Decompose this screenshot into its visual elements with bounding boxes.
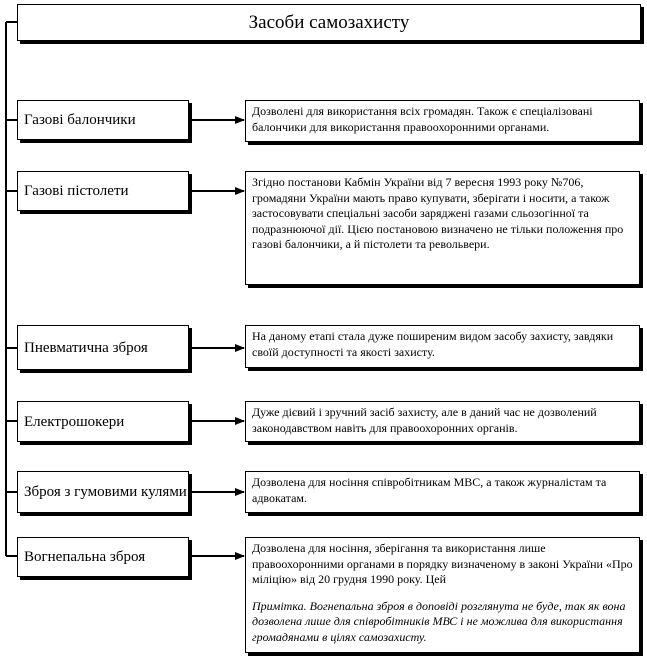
description-box-stun-guns xyxy=(245,401,640,442)
category-box-stun-guns xyxy=(17,401,189,442)
category-label: Пневматична зброя xyxy=(24,339,148,356)
note-text: Примітка. Вогнепальна зброя в доповіді розглянута не буде, так як вона дозволена лише для співробітників МВС і не можлива для використання громадянами в цілях самозахисту. xyxy=(252,598,626,644)
category-box-pneumatic-weapons xyxy=(17,325,189,370)
category-label: Електрошокери xyxy=(24,413,125,430)
description-text: Дозволена для носіння співробітникам МВС, а також журналістам та адвокатам. xyxy=(252,475,607,505)
diagram-title xyxy=(17,4,641,41)
description-box-gas-pistols xyxy=(245,171,640,285)
category-box-gas-canisters xyxy=(17,100,189,140)
diagram-title-text: Засоби самозахисту xyxy=(248,11,410,33)
category-label: Газові балончики xyxy=(24,112,136,128)
description-box-gas-canisters xyxy=(245,100,640,142)
description-text: Дозволена для носіння, зберігання та використання лише правоохоронними органами в порядку визначеному в законі України «Про міліцію» від 20 грудня 1990 року. Цей xyxy=(252,541,633,586)
description-box-firearms xyxy=(245,537,640,653)
description-text: Дуже дієвий і зручний засіб захисту, але в даний час не дозволений законодавством навіть для правоохоронних органів. xyxy=(252,405,597,435)
category-box-firearms xyxy=(17,537,189,577)
description-box-rubber-bullet-weapons xyxy=(245,471,640,513)
category-label: Вогнепальна зброя xyxy=(24,549,146,565)
category-label: Газові пістолети xyxy=(24,183,129,199)
description-text: На даному етапі стала дуже поширеним видом засобу захисту, завдяки своїй доступності та якості захисту. xyxy=(252,329,614,359)
category-label: Зброя з гумовими кулями xyxy=(24,484,187,500)
category-box-rubber-bullet-weapons xyxy=(17,471,189,513)
category-box-gas-pistols xyxy=(17,171,189,211)
description-box-pneumatic-weapons xyxy=(245,325,640,368)
description-text: Дозволені для використання всіх громадян. Також є спеціалізовані балончики для використання правоохоронними органами. xyxy=(252,104,593,134)
description-text: Згідно постанови Кабмін України від 7 вересня 1993 року №706, громадяни України мають право купувати, зберігати і носити, а також застосовувати спеціальні засоби заряджені газами сльозогінної та подразнюючої дії. Цією постановою визначено не тільки положення про газові балончики, а й пістолети та револьвери. xyxy=(252,175,624,251)
